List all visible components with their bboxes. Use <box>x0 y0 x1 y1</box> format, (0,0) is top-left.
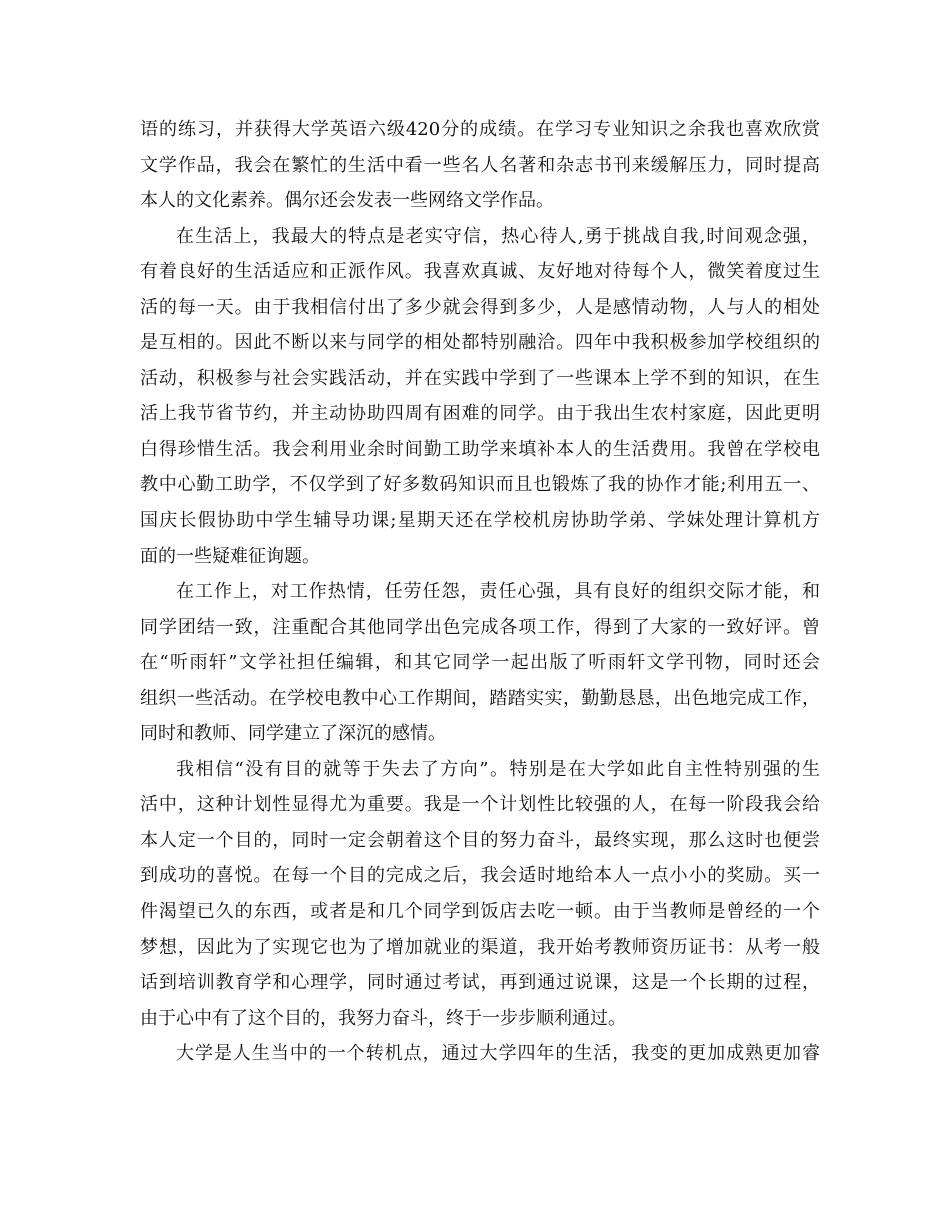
text-line: 大学是人生当中的一个转机点，通过大学四年的生活，我变的更加成熟更加睿 <box>176 1043 820 1065</box>
text-line: 在工作上，对工作热情，任劳任怨，责任心强，具有良好的组织交际才能，和 <box>176 581 820 603</box>
text-line: 教中心勤工助学，不仅学到了好多数码知识而且也锻炼了我的协作才能;利用五一、 <box>140 474 820 496</box>
text-line: 梦想，因此为了实现它也为了增加就业的渠道，我开始考教师资历证书：从考一般 <box>140 936 820 958</box>
text-line: 语的练习，并获得大学英语六级420分的成绩。在学习专业知识之余我也喜欢欣赏 <box>140 119 820 140</box>
text-line: 活的每一天。由于我相信付出了多少就会得到多少，人是感情动物，人与人的相处 <box>140 296 820 318</box>
text-line: 有着良好的生活适应和正派作风。我喜欢真诚、友好地对待每个人，微笑着度过生 <box>140 261 820 283</box>
text-line: 同时和教师、同学建立了深沉的感情。 <box>140 723 446 745</box>
text-line: 组织一些活动。在学校电教中心工作期间，踏踏实实，勤勤恳恳，出色地完成工作， <box>140 687 820 709</box>
text-line: 活动，积极参与社会实践活动，并在实践中学到了一些课本上学不到的知识，在生 <box>140 367 820 389</box>
text-line: 活中，这种计划性显得尤为重要。我是一个计划性比较强的人，在每一阶段我会给 <box>140 794 820 816</box>
text-line: 在“听雨轩”文学社担任编辑，和其它同学一起出版了听雨轩文学刊物，同时还会 <box>140 652 820 674</box>
text-line: 文学作品，我会在繁忙的生活中看一些名人名著和杂志书刊来缓解压力，同时提高 <box>140 154 820 176</box>
text-line: 件渴望已久的东西，或者是和几个同学到饭店去吃一顿。由于当教师是曾经的一个 <box>140 901 820 923</box>
text-line: 到成功的喜悦。在每一个目的完成之后，我会适时地给本人一点小小的奖励。买一 <box>140 865 820 887</box>
text-line: 在生活上，我最大的特点是老实守信，热心待人,勇于挑战自我,时间观念强， <box>176 225 820 247</box>
document-body <box>140 112 820 1072</box>
text-line: 话到培训教育学和心理学，同时通过考试，再到通过说课，这是一个长期的过程， <box>140 972 820 994</box>
text-line: 国庆长假协助中学生辅导功课;星期天还在学校机房协助学弟、学妹处理计算机方 <box>140 510 820 532</box>
text-line: 同学团结一致，注重配合其他同学出色完成各项工作，得到了大家的一致好评。曾 <box>140 616 820 638</box>
text-line: 由于心中有了这个目的，我努力奋斗，终于一步步顺利通过。 <box>140 1007 626 1029</box>
text-line: 白得珍惜生活。我会利用业余时间勤工助学来填补本人的生活费用。我曾在学校电 <box>140 438 820 460</box>
text-line: 面的一些疑难征询题。 <box>140 545 320 567</box>
text-line: 我相信“没有目的就等于失去了方向”。特别是在大学如此自主性特别强的生 <box>176 758 820 780</box>
text-line: 本人的文化素养。偶尔还会发表一些网络文学作品。 <box>140 190 554 212</box>
text-line: 本人定一个目的，同时一定会朝着这个目的努力奋斗，最终实现，那么这时也便尝 <box>140 829 820 851</box>
text-line: 是互相的。因此不断以来与同学的相处都特别融洽。四年中我积极参加学校组织的 <box>140 332 820 354</box>
text-line: 活上我节省节约，并主动协助四周有困难的同学。由于我出生农村家庭，因此更明 <box>140 403 820 425</box>
